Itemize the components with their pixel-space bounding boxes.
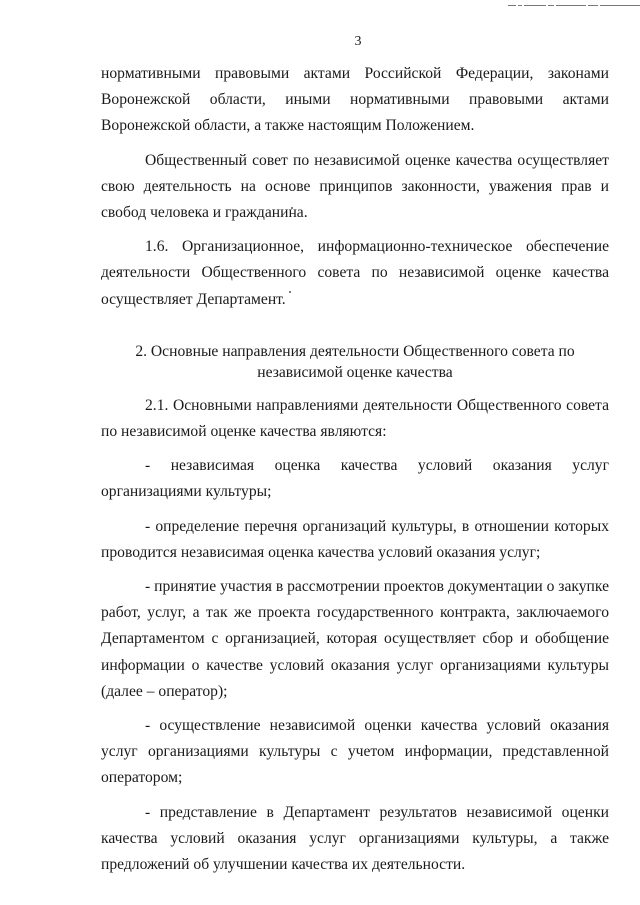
- list-item: - независимая оценка качества условий оказания услуг организациями культуры;: [101, 457, 609, 501]
- section-heading: [101, 341, 609, 383]
- paragraph: нормативными правовыми актами Российской Федерации, законами Воронежской области, иными нормативными правовыми актами Воронежской области, а также настоящим Положением.: [101, 65, 609, 135]
- document-body: [101, 61, 609, 886]
- list-item: - определение перечня организаций культуры, в отношении которых проводится независимая оценка качества условий оказания услуг;: [101, 517, 609, 561]
- section-intro: 2.1. Основными направлениями деятельности Общественного совета по независимой оценке качества являются:: [101, 396, 609, 441]
- section-heading-line: независимой оценке качества: [257, 363, 453, 381]
- list-item: - представление в Департамент результатов независимой оценки качества условий оказания услуг организациями культуры, а также предложений об улучшении качества их деятельности.: [101, 803, 609, 874]
- page-number: 3: [354, 34, 362, 49]
- paragraph: Общественный совет по независимой оценке качества осуществляет свою деятельность на основе принципов законности, уважения прав и свобод человека и гражданина.: [101, 151, 609, 222]
- section-heading-line: 2. Основные направления деятельности Общественного совета по: [135, 342, 575, 360]
- list-item: - принятие участия в рассмотрении проектов документации о закупке работ, услуг, а так же проекта государственного контракта, заключаемого Департаментом с организацией, которая осуществляет сбор и обобщение информации о качестве условий оказания услуг организациями культуры (далее – оператор);: [101, 578, 609, 700]
- scan-artifact: [470, 2, 640, 8]
- list-item: - осуществление независимой оценки качества условий оказания услуг организациями культуры с учетом информации, представленной оператором;: [101, 717, 609, 787]
- paragraph: 1.6. Организационное, информационно-техническое обеспечение деятельности Общественного совета по независимой оценке качества осуществляет Департамент.: [101, 238, 609, 308]
